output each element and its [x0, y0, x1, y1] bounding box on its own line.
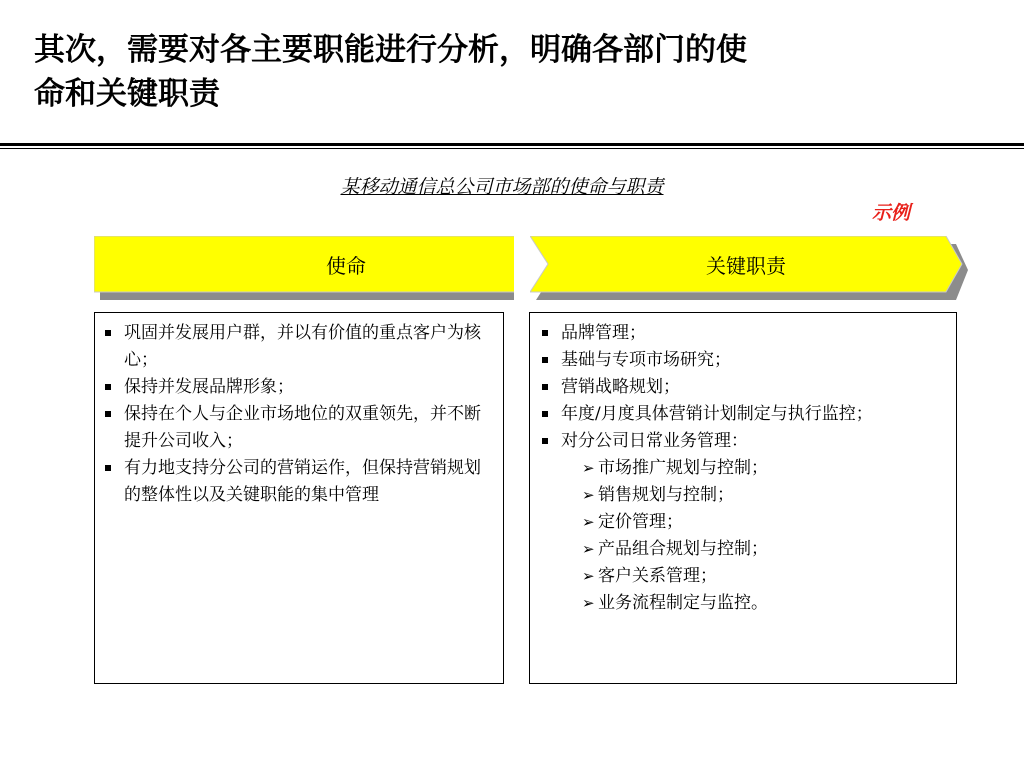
page-title — [34, 28, 994, 116]
duty-subitem — [538, 563, 942, 590]
mission-item: 巩固并发展用户群，并以有价值的重点客户为核心； — [101, 320, 491, 374]
arrow-bullet-icon: ➢ — [582, 459, 595, 477]
duty-subitem-text: 市场推广规划与控制； — [598, 458, 768, 478]
arrow-bullet-icon: ➢ — [582, 594, 595, 612]
mission-banner — [94, 236, 514, 302]
duty-subitem-text: 客户关系管理； — [598, 566, 717, 586]
page-title-line-1: 其次，需要对各主要职能进行分析，明确各部门的使 — [34, 32, 747, 68]
duty-item: 基础与专项市场研究； — [538, 347, 942, 374]
duty-item: 对分公司日常业务管理： — [538, 428, 942, 455]
duty-subitem — [538, 482, 942, 509]
mission-box — [94, 312, 504, 684]
duty-subitem — [538, 455, 942, 482]
arrow-bullet-icon: ➢ — [582, 486, 595, 504]
slide-subtitle: 某移动通信总公司市场部的使命与职责 — [340, 176, 664, 198]
arrow-bullet-icon: ➢ — [582, 540, 595, 558]
arrow-bullet-icon: ➢ — [582, 567, 595, 585]
duty-subitem-text: 业务流程制定与监控。 — [598, 593, 768, 613]
duty-item: 年度/月度具体营销计划制定与执行监控； — [538, 401, 942, 428]
duties-box — [529, 312, 957, 684]
duty-subitem-text: 销售规划与控制； — [598, 485, 734, 505]
title-divider-thick — [0, 143, 1024, 146]
mission-item: 有力地支持分公司的营销运作，但保持营销规划的整体性以及关键职能的集中管理 — [101, 455, 491, 509]
example-badge: 示例 — [872, 202, 911, 224]
mission-item: 保持并发展品牌形象； — [101, 374, 491, 401]
duty-item: 品牌管理； — [538, 320, 942, 347]
duties-banner — [530, 236, 970, 302]
title-divider-thin — [0, 148, 1024, 149]
duty-subitem — [538, 590, 942, 617]
arrow-bullet-icon: ➢ — [582, 513, 595, 531]
duties-header: 关键职责 — [706, 253, 786, 278]
duties-list — [538, 320, 942, 617]
duty-subitem-text: 产品组合规划与控制； — [598, 539, 768, 559]
duty-subitem — [538, 509, 942, 536]
mission-item: 保持在个人与企业市场地位的双重领先，并不断提升公司收入； — [101, 401, 491, 455]
duty-subitem-text: 定价管理； — [598, 512, 683, 532]
mission-list — [101, 320, 491, 509]
mission-header: 使命 — [326, 253, 366, 278]
duty-subitem — [538, 536, 942, 563]
page-title-line-2: 命和关键职责 — [34, 76, 220, 112]
duty-item: 营销战略规划； — [538, 374, 942, 401]
